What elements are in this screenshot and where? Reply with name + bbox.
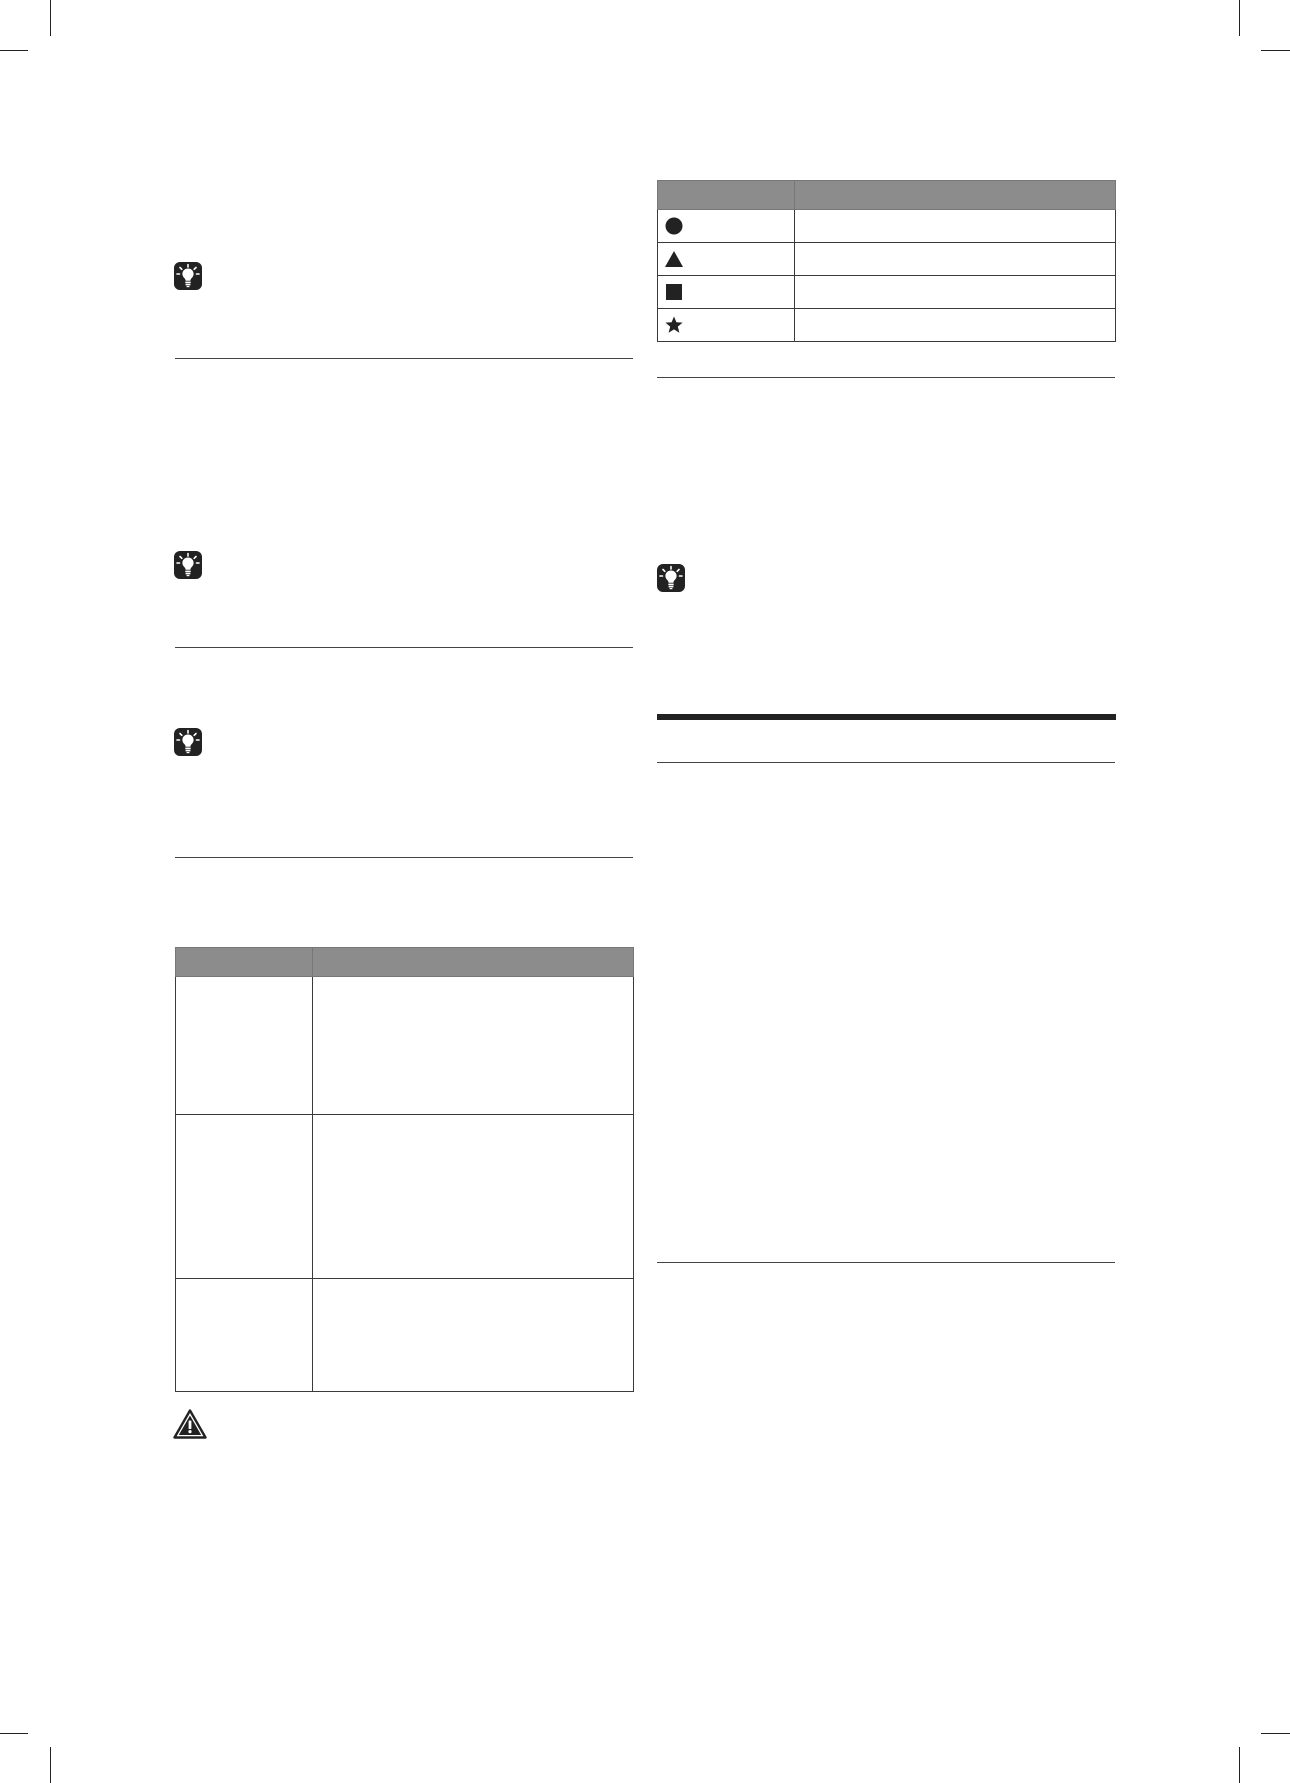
table-header-cell xyxy=(176,948,313,977)
table-row xyxy=(658,309,1116,342)
table-cell xyxy=(313,977,634,1115)
table-header-cell xyxy=(313,948,634,977)
filled-circle-icon xyxy=(664,216,684,236)
table-row xyxy=(176,1279,634,1392)
section-divider xyxy=(175,647,633,648)
table-row xyxy=(658,210,1116,243)
table-cell xyxy=(795,309,1116,342)
lightbulb-icon xyxy=(174,551,202,579)
table-cell xyxy=(176,977,313,1115)
table-row xyxy=(176,977,634,1115)
info-table xyxy=(175,947,634,1392)
table-row xyxy=(658,276,1116,309)
symbol-cell xyxy=(658,309,795,342)
crop-mark xyxy=(1239,1747,1240,1783)
lightbulb-icon xyxy=(657,564,685,592)
warning-triangle-icon xyxy=(173,1409,207,1439)
heavy-section-rule xyxy=(657,714,1116,720)
table-cell xyxy=(176,1115,313,1279)
crop-mark xyxy=(1261,1733,1290,1734)
crop-mark xyxy=(50,1747,51,1783)
symbol-cell xyxy=(658,243,795,276)
symbol-cell xyxy=(658,276,795,309)
section-divider xyxy=(657,377,1115,378)
section-divider xyxy=(657,762,1115,763)
crop-mark xyxy=(0,1733,28,1734)
table-cell xyxy=(176,1279,313,1392)
lightbulb-icon xyxy=(174,728,202,756)
table-row xyxy=(176,1115,634,1279)
table-row xyxy=(658,243,1116,276)
section-divider xyxy=(175,857,633,858)
crop-mark xyxy=(0,50,28,51)
table-cell xyxy=(795,243,1116,276)
symbol-cell xyxy=(658,210,795,243)
crop-mark xyxy=(50,0,51,36)
table-cell xyxy=(795,276,1116,309)
table-cell xyxy=(313,1279,634,1392)
table-header-row xyxy=(658,181,1116,210)
section-divider xyxy=(175,358,633,359)
table-header-cell xyxy=(795,181,1116,210)
section-divider xyxy=(657,1262,1115,1263)
star-icon xyxy=(664,315,684,335)
table-header-cell xyxy=(658,181,795,210)
lightbulb-icon xyxy=(174,262,202,290)
crop-mark xyxy=(1239,0,1240,36)
crop-mark xyxy=(1261,50,1290,51)
table-header-row xyxy=(176,948,634,977)
filled-square-icon xyxy=(664,282,684,302)
table-cell xyxy=(795,210,1116,243)
symbol-table xyxy=(657,180,1116,342)
table-cell xyxy=(313,1115,634,1279)
filled-triangle-icon xyxy=(664,249,684,269)
